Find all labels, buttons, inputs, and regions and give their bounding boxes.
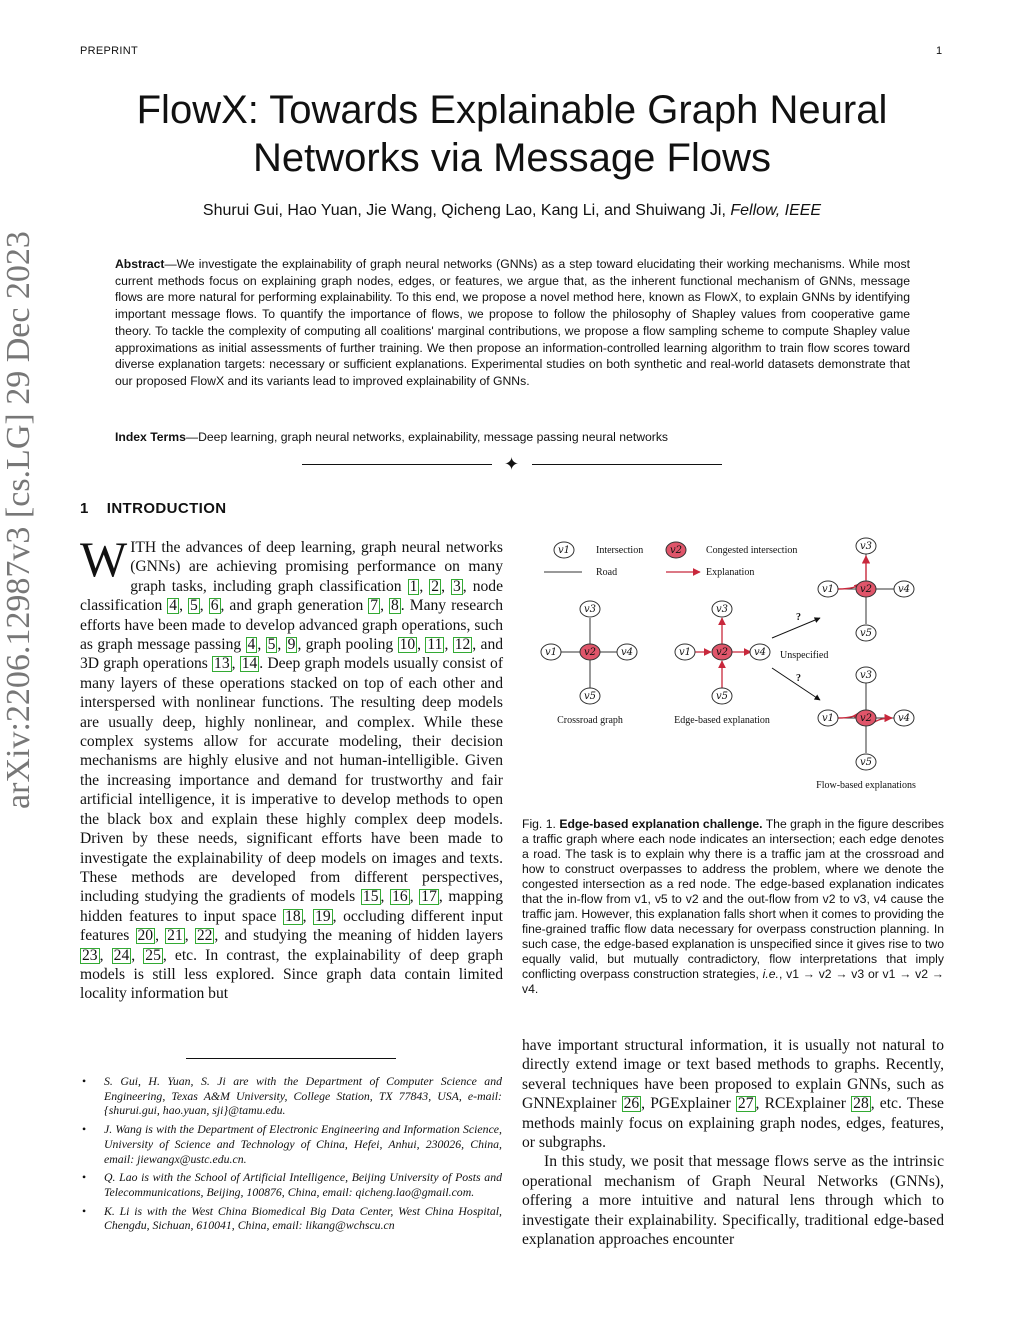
- footnote-text: Q. Lao is with the School of Artificial Intelligence, Beijing University of Posts and Telecommunications, Beijing, 100876, China, email: qicheng.lao@gmail.com.: [104, 1170, 502, 1199]
- text-run: ,: [417, 636, 426, 654]
- intro-paragraph: [80, 531, 504, 1004]
- caption-bold: Edge-based explanation challenge.: [559, 817, 763, 831]
- citation-ref[interactable]: 21: [167, 927, 183, 945]
- citation-ref[interactable]: 4: [247, 636, 256, 654]
- text-run: ITH the advances of deep learning, graph neural networks (GNNs) are achieving promising performance on many graph tasks, including graph classification: [130, 539, 503, 595]
- flow-based-label: Flow-based explanations: [816, 780, 916, 791]
- text-run: ,: [419, 577, 430, 595]
- footnote-item: [82, 1170, 502, 1199]
- citation-ref[interactable]: 22: [196, 927, 213, 945]
- text-run: , RCExplainer: [755, 1095, 852, 1113]
- node-label-v1: v1: [821, 713, 835, 724]
- citation-ref[interactable]: 8: [391, 597, 399, 615]
- text-run: , and studying the meaning of hidden layers: [214, 927, 504, 945]
- citation-ref[interactable]: 6: [210, 597, 219, 615]
- edge-based-explanation-graph: [674, 601, 770, 726]
- text-run: ,: [380, 888, 391, 906]
- citation-ref[interactable]: 14: [241, 655, 258, 673]
- text-run: ,: [409, 888, 420, 906]
- index-terms-text: —Deep learning, graph neural networks, explainability, message passing neural networks: [185, 430, 669, 444]
- footnote-bullet-icon: •: [82, 1203, 87, 1218]
- crossroad-graph-label: Crossroad graph: [557, 715, 623, 726]
- crossroad-graph: [541, 601, 637, 726]
- node-label-v1: v1: [821, 584, 835, 595]
- arxiv-identifier-stamp: arXiv:2206.12987v3 [cs.LG] 29 Dec 2023: [0, 231, 37, 809]
- question-mark-lower: ?: [796, 673, 801, 684]
- text-run: ,: [184, 927, 195, 945]
- section-heading: [80, 500, 227, 517]
- text-run: . Deep graph models usually consist of many layers of these operations stacked on top of each other and interspersed with nonlinear functions. The resulting deep models are usually deep, highly nonlinear, and complex. While these complex systems allow for accurate modeling, their decision mechanisms are highly elusive and not human-intelligible. Given the increasing importance and demand for trustworthy and fair artificial intelligence, it is imperative to develop methods to open the black box and explain these highly complex deep models. Driven by these needs, significant efforts have been made to investigate the explainability of deep models on images and texts. These methods are developed from different perspectives, including studying the gradients of models: [80, 655, 504, 906]
- intro-text: [80, 531, 504, 1003]
- text-run: ,: [131, 946, 144, 964]
- text-run: , etc. These methods mainly focus on explaining graph nodes, edges, features, or subgraphs.: [522, 1095, 944, 1152]
- footnote-item: [82, 1074, 502, 1118]
- dropcap-letter: W: [80, 531, 128, 587]
- citation-ref[interactable]: 16: [392, 888, 408, 906]
- text-run: , and graph generation: [220, 597, 369, 615]
- footnote-item: [82, 1122, 502, 1166]
- separator-rule-left: [302, 464, 492, 465]
- footnote-bullet-icon: •: [82, 1170, 87, 1185]
- text-run: ,: [179, 597, 188, 615]
- text-run: , and 3D graph operations: [80, 636, 504, 673]
- citation-ref[interactable]: 19: [315, 907, 331, 925]
- node-label-v5: v5: [583, 691, 597, 702]
- flow-explanation-1: [818, 538, 914, 641]
- node-label-v4: v4: [753, 647, 767, 658]
- footnote-list: [82, 1074, 502, 1237]
- node-label-v2: v2: [859, 713, 873, 724]
- node-label-v5: v5: [715, 691, 729, 702]
- node-label-v3: v3: [859, 670, 873, 681]
- paragraph: [522, 1036, 944, 1152]
- legend-explanation-label: Explanation: [706, 567, 755, 578]
- separator-rule-right: [532, 464, 722, 465]
- citation-ref[interactable]: 25: [145, 946, 161, 964]
- text-run: ,: [155, 927, 166, 945]
- abstract: [115, 256, 910, 390]
- right-column-text: [522, 1036, 944, 1249]
- text-run: ,: [302, 907, 314, 925]
- citation-ref[interactable]: 4: [169, 597, 178, 615]
- running-header: PREPRINT: [80, 45, 139, 57]
- text-run: ,: [231, 655, 240, 673]
- legend-congested-label: Congested intersection: [706, 545, 798, 556]
- text-run: , mapping hidden features to input space: [80, 888, 504, 925]
- citation-ref[interactable]: 5: [267, 636, 276, 654]
- citation-ref[interactable]: 5: [190, 597, 198, 615]
- section-number: 1: [80, 500, 89, 517]
- citation-ref[interactable]: 20: [137, 927, 154, 945]
- legend: [544, 542, 797, 578]
- separator-diamond-icon: ✦: [504, 454, 520, 474]
- footnote-bullet-icon: •: [82, 1122, 87, 1137]
- node-label-v2: v2: [583, 647, 597, 658]
- citation-ref[interactable]: 28: [853, 1095, 869, 1113]
- citation-ref[interactable]: 13: [214, 655, 230, 673]
- index-terms-label: Index Terms: [115, 430, 186, 444]
- unspecified-label: Unspecified: [780, 650, 829, 661]
- citation-ref[interactable]: 9: [287, 636, 296, 654]
- node-label-v3: v3: [859, 541, 873, 552]
- abstract-label: Abstract: [115, 257, 165, 271]
- footnote-item: [82, 1204, 502, 1233]
- node-label-v1: v1: [544, 647, 558, 658]
- node-label-v2: v2: [859, 584, 873, 595]
- abstract-text: —We investigate the explainability of graph neural networks (GNNs) as a step toward elucidating their working mechanisms. While most current methods focus on explaining graph nodes, edges, or features, we argue that, as the inherent functional mechanism of GNNs, message flows are more natural for performing explainability. To this end, we propose a novel method here, known as FlowX, to explain GNNs by identifying important message flows. To quantify the importance of flows, we propose to follow the philosophy of Shapley values from cooperative game theory. To tackle the complexity of computing all coalitions' marginal contributions, we propose a flow sampling scheme to compute Shapley value approximations as initial assessments of further training. We then propose an information-controlled learning algorithm to train flow scores toward diverse explanation targets: necessary or sufficient explanations. Experimental studies on both synthetic and real-world datasets demonstrate that our proposed FlowX and its variants lead to improved explainability of GNNs.: [115, 257, 910, 388]
- footnote-text: J. Wang is with the Department of Electronic Engineering and Information Science, University of Science and Technology of China, Hefei, Anhui, 230026, China, email: jiewangx@ustc.edu.cn.: [104, 1122, 502, 1166]
- footnote-bullet-icon: •: [82, 1074, 87, 1088]
- text-run: , occluding different input features: [80, 907, 503, 945]
- citation-ref[interactable]: 17: [421, 888, 437, 906]
- paper-title: FlowX: Towards Explainable Graph Neural Networks via Message Flows: [136, 88, 888, 180]
- legend-road-label: Road: [596, 567, 618, 578]
- legend-intersection-label: Intersection: [596, 545, 644, 556]
- flow-explanation-2: [816, 667, 916, 791]
- citation-ref[interactable]: 1: [409, 577, 418, 595]
- footnote-text: S. Gui, H. Yuan, S. Ji are with the Department of Computer Science and Engineering, Texas A&M University, College Station, TX 77843, USA, e-mail: {shurui.gui, hao.yuan, sji}@tamu.edu.: [104, 1074, 502, 1118]
- text-run: ,: [444, 636, 453, 654]
- figure-1-diagram: [522, 528, 946, 798]
- text-run: ,: [199, 597, 209, 615]
- citation-ref[interactable]: 27: [737, 1095, 754, 1113]
- author-list: [80, 202, 944, 220]
- text-run: ,: [257, 636, 266, 654]
- author-fellow: Fellow, IEEE: [730, 202, 822, 219]
- text-run: . Many research efforts have been made to develop advanced graph operations, such as graph message passing: [80, 597, 504, 654]
- text-run: ,: [380, 597, 389, 615]
- citation-ref[interactable]: 26: [623, 1095, 640, 1113]
- text-run: ,: [441, 577, 451, 595]
- text-run: ,: [277, 636, 286, 654]
- node-label-v1: v1: [678, 647, 692, 658]
- node-label-v4: v4: [897, 713, 911, 724]
- citation-ref[interactable]: 24: [113, 946, 130, 964]
- section-title: INTRODUCTION: [106, 500, 227, 517]
- paragraph: In this study, we posit that message flows serve as the intrinsic operational mechanism of Graph Neural Networks (GNNs), offering a more intuitive and natural lens through which to investigate their explainability. Specifically, traditional edge-based explanation approaches encounter: [522, 1153, 944, 1249]
- citation-ref[interactable]: 2: [431, 577, 440, 595]
- node-label-v3: v3: [583, 604, 597, 615]
- node-label-v3: v3: [715, 604, 729, 615]
- citation-ref[interactable]: 18: [285, 907, 301, 925]
- citation-ref[interactable]: 23: [82, 946, 98, 964]
- citation-ref[interactable]: 12: [454, 636, 471, 654]
- index-terms: [115, 430, 910, 444]
- page-number: 1: [936, 45, 943, 57]
- node-label-v5: v5: [859, 757, 873, 768]
- figure-caption: [522, 817, 944, 997]
- footnote-rule: [186, 1058, 396, 1059]
- caption-ie: i.e.: [762, 967, 779, 981]
- text-run: , node classification: [80, 577, 504, 615]
- citation-ref[interactable]: 11: [427, 636, 443, 654]
- footnote-text: K. Li is with the West China Biomedical Big Data Center, West China Hospital, Chengdu, Sichuan, 610041, China, email: likang@wchscu.cn: [104, 1203, 502, 1233]
- legend-node-label: v2: [669, 545, 683, 556]
- node-label-v4: v4: [620, 647, 634, 658]
- node-label-v4: v4: [897, 584, 911, 595]
- question-mark-upper: ?: [796, 612, 801, 623]
- citation-ref[interactable]: 15: [362, 888, 379, 906]
- caption-text-end: , v1 → v2 → v3 or v1 → v2 → v4.: [522, 967, 944, 996]
- legend-node-label: v1: [557, 545, 571, 556]
- caption-text: The graph in the figure describes a traffic graph where each node indicates an intersection; each edge denotes a road. The task is to explain why there is a traffic jam at the crossroad and how to construct overpasses to address the problem, where we denote the congested intersection as a red node. The edge-based explanation indicates that the in-flow from v1, v5 to v2 and the out-flow from v2 to v3, v4 cause the traffic jam. However, this explanation falls short when it comes to providing the fine-grained traffic flow data necessary for overpass construction planning. In such case, the edge-based explanation is unspecified since it gives rise to two equally valid, but mutually contradictory, flow interpretations that imply conflicting overpass construction strategies,: [522, 817, 944, 981]
- node-label-v2: v2: [715, 647, 729, 658]
- text-run: have important structural information, it is usually not natural to directly extend image or text based methods to graphs. Recently, several techniques have been proposed to explain GNNs, such as GNNExplainer: [522, 1037, 944, 1113]
- edge-based-label: Edge-based explanation: [674, 715, 770, 726]
- author-names: Shurui Gui, Hao Yuan, Jie Wang, Qicheng Lao, Kang Li, and Shuiwang Ji,: [202, 202, 726, 219]
- citation-ref[interactable]: 10: [399, 636, 416, 654]
- text-run: , PGExplainer: [641, 1095, 736, 1113]
- citation-ref[interactable]: 3: [453, 577, 461, 595]
- node-label-v5: v5: [859, 628, 873, 639]
- citation-ref[interactable]: 7: [370, 597, 379, 615]
- text-run: , etc. In contrast, the explainability of deep graph models is still less explored. Since graph data contain limited locality information but: [80, 946, 503, 1003]
- caption-label: Fig. 1.: [522, 817, 556, 831]
- unspecified-branch: [772, 612, 828, 700]
- text-run: , graph pooling: [297, 636, 398, 654]
- text-run: ,: [99, 946, 112, 964]
